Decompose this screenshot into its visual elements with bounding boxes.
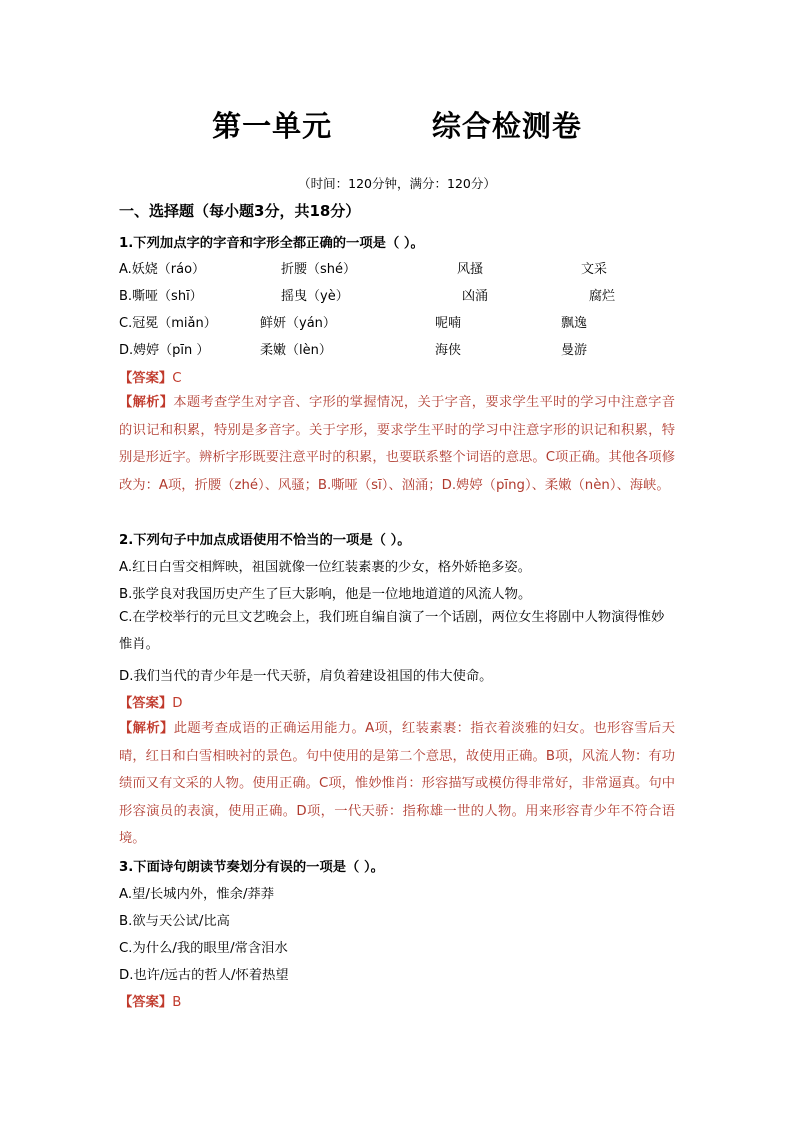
option-cell: A.妖娆（ráo） — [119, 262, 206, 277]
option-cell: B.嘶哑（shī） — [119, 289, 203, 304]
answer-value: B — [172, 995, 182, 1010]
question-3-stem: 3.下面诗句朗读节奏划分有误的一项是（ ）。 — [119, 860, 384, 875]
question-1-answer — [119, 367, 181, 386]
option-cell: 凶涌 — [462, 289, 489, 304]
question-2-explanation — [119, 715, 675, 853]
question-3-option: B.欲与天公试/比高 — [119, 914, 230, 929]
answer-value: C — [172, 371, 182, 386]
option-cell: 风搔 — [457, 262, 484, 277]
question-2-option: A.红日白雪交相辉映，祖国就像一位红装素裹的少女，格外娇艳多姿。 — [119, 560, 531, 575]
answer-value: D — [172, 696, 183, 711]
page-title: 第一单元 综合检测卷 — [212, 109, 582, 143]
question-1-option-row — [119, 258, 679, 278]
question-1-stem: 1.下列加点字的字音和字形全都正确的一项是（ ）。 — [119, 236, 424, 251]
question-3-answer — [119, 991, 181, 1010]
option-cell: 海侠 — [435, 343, 462, 358]
section-heading: 一、选择题（每小题3分，共18分） — [119, 202, 361, 220]
option-cell: 呢喃 — [435, 316, 462, 331]
question-2-answer — [119, 692, 182, 711]
option-cell: 柔嫩（lèn） — [260, 343, 332, 358]
answer-tag: 【答案】 — [119, 995, 173, 1010]
question-2-stem: 2.下列句子中加点成语使用不恰当的一项是（ ）。 — [119, 533, 411, 548]
answer-tag: 【答案】 — [119, 371, 173, 386]
option-cell: D.娉婷（pīn ） — [119, 343, 210, 358]
question-1-option-row — [119, 339, 679, 359]
explanation-text: 此题考查成语的正确运用能力。A项，红装素裹：指衣着淡雅的妇女。也形容雪后天晴，红日和白雪相映衬的景色。句中使用的是第二个意思，故使用正确。B项，风流人物：有功绩而又有文采的人物。使用正确。C项，惟妙惟肖：形容描写或模仿得非常好，非常逼真。句中形容演员的表演，使用正确。D项，一代天骄：指称雄一世的人物。用来形容青少年不符合语境。 — [119, 721, 675, 846]
option-cell: 摇曳（yè） — [281, 289, 349, 304]
answer-tag: 【答案】 — [119, 696, 173, 711]
option-cell: 折腰（shé） — [281, 262, 357, 277]
option-cell: 飘逸 — [561, 316, 588, 331]
explanation-text: 本题考查学生对字音、字形的掌握情况，关于字音，要求学生平时的学习中注意字音的识记和积累，特别是多音字。关于字形，要求学生平时的学习中注意字形的识记和积累，特别是形近字。辨析字形既要注意平时的积累，也要联系整个词语的意思。C项正确。其他各项修改为：A项，折腰（zhé）、风骚；B.嘶哑（sī）、汹涌；D.娉婷（pīng）、柔嫩（nèn）、海峡。 — [119, 395, 676, 493]
explanation-tag: 【解析】 — [119, 395, 174, 410]
question-2-option: B.张学良对我国历史产生了巨大影响，他是一位地地道道的风流人物。 — [119, 587, 532, 602]
question-2-option: D.我们当代的青少年是一代天骄，肩负着建设祖国的伟大使命。 — [119, 669, 493, 684]
question-3-option: A.望/长城内外，惟余/莽莽 — [119, 887, 275, 902]
question-3-option: C.为什么/我的眼里/常含泪水 — [119, 941, 288, 956]
option-cell: 曼游 — [561, 343, 588, 358]
option-cell: C.冠冕（miǎn） — [119, 316, 217, 331]
exam-info: （时间：120分钟，满分：120分） — [298, 176, 496, 191]
question-2-option: C.在学校举行的元旦文艺晚会上，我们班自编自演了一个话剧，两位女生将剧中人物演得惟妙惟肖。 — [119, 610, 665, 652]
option-cell: 文采 — [581, 262, 608, 277]
question-1-explanation — [119, 389, 675, 499]
question-1-option-row — [119, 285, 679, 305]
option-cell: 腐烂 — [589, 289, 616, 304]
explanation-tag: 【解析】 — [119, 721, 174, 736]
question-3-option: D.也许/远古的哲人/怀着热望 — [119, 968, 289, 983]
option-cell: 鲜妍（yán） — [260, 316, 336, 331]
question-1-option-row — [119, 312, 679, 332]
